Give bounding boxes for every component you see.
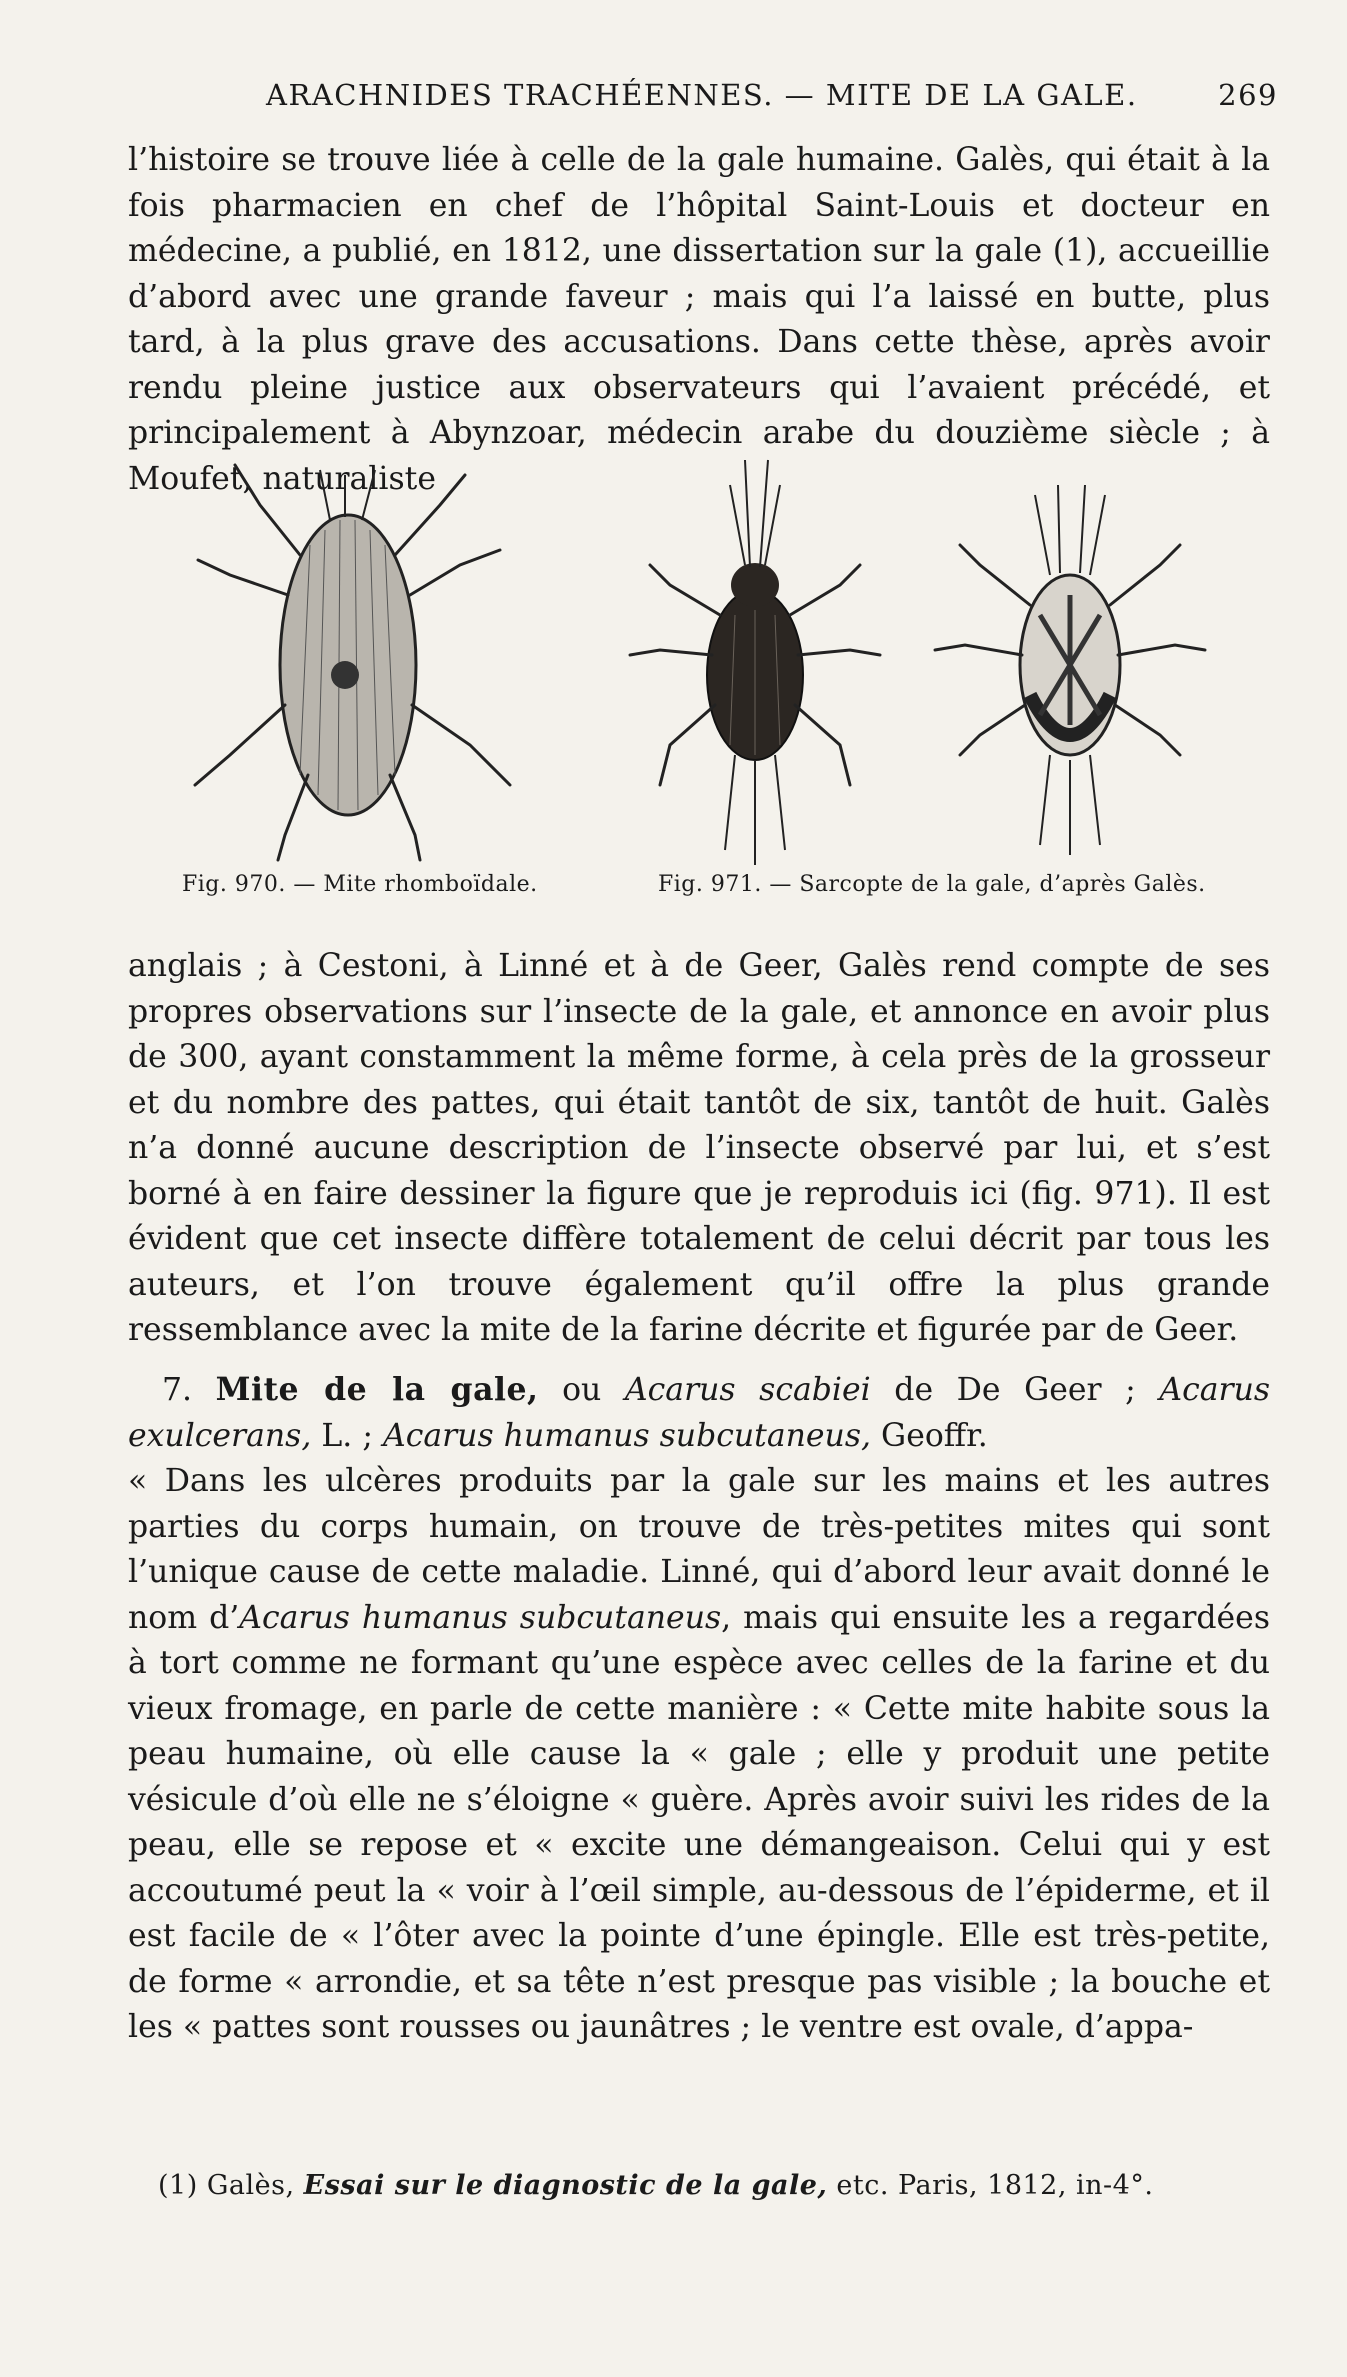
species-name-exulcerans: Acarus exulcerans,: [128, 1372, 1271, 1454]
paragraph-4-text: [128, 1459, 1270, 2051]
paragraph-4: [128, 1459, 1270, 2051]
footnote-marker: (1) Galès,: [158, 2170, 295, 2201]
section-word-geoffr: Geoffr.: [881, 1417, 988, 1454]
footnote-rest: etc. Paris, 1812, in-4°.: [836, 2170, 1154, 2201]
sarcopte-dorsal-figure: [630, 460, 880, 865]
section-7-line: [128, 1367, 1270, 1459]
running-header: [128, 78, 1278, 112]
footnote-title: Essai sur le diagnostic de la gale,: [303, 2170, 828, 2201]
figure-970-caption: Fig. 970. — Mite rhomboïdale.: [182, 872, 538, 897]
footnote: [158, 2170, 1258, 2201]
page-number: 269: [1218, 78, 1278, 112]
mite-rhomboidale-figure: [195, 465, 510, 860]
species-name-scabiei: Acarus scabiei: [624, 1372, 871, 1408]
section-title: Mite de la gale,: [215, 1371, 539, 1408]
figure-971-caption: Fig. 971. — Sarcopte de la gale, d’après Galès.: [658, 872, 1206, 897]
paragraph-4-part-a: « Dans les ulcères produits par la gale sur les mains et les autres parties du corps humain, on trouve de très-petites mites qui sont l’unique cause de cette maladie. Linné, qui d’abord leur avait donné le nom d’: [128, 1463, 1270, 1636]
paragraph-1-text: l’histoire se trouve liée à celle de la gale humaine. Galès, qui était à la fois pharmacien en chef de l’hôpital Saint-Louis et docteur en médecine, a publié, en 1812, une dissertation sur la gale (1), accueillie d’abord avec une grande faveur ; mais qui l’a laissé en butte, plus tard, à la plus grave des accusations. Dans cette thèse, après avoir rendu pleine justice aux observateurs qui l’avaient précédé, et principalement à Abynzoar, médecin arabe du douzième siècle ; à Moufet, naturaliste: [128, 142, 1270, 497]
paragraph-2: [128, 944, 1270, 1354]
section-word-l: L. ;: [321, 1417, 373, 1454]
paragraph-4-italic: Acarus humanus subcutaneus: [239, 1599, 722, 1636]
section-word-de: de De Geer ;: [894, 1372, 1136, 1408]
paragraph-1: [128, 138, 1270, 502]
species-name-humanus: Acarus humanus subcutaneus,: [382, 1417, 872, 1454]
section-7-heading: [128, 1367, 1270, 1459]
figures-illustration: [190, 455, 1270, 875]
paragraph-4-part-b: , mais qui ensuite les a regardées à tort comme ne formant qu’une espèce avec celles de la farine et du vieux fromage, en parle de cette manière : « Cette mite habite sous la peau humaine, où elle cause la « gale ; elle y produit une petite vésicule d’où elle ne s’éloigne « guère. Après avoir suivi les rides de la peau, elle se repose et « excite une démangeaison. Celui qui y est accoutumé peut la « voir à l’œil simple, au-dessous de l’épiderme, et il est facile de « l’ôter avec la pointe d’une épingle. Elle est très-petite, de forme « arrondie, et sa tête n’est presque pas visible ; la bouche et les « pattes sont rousses ou jaunâtres ; le ventre est ovale, d’appa-: [128, 1599, 1270, 2045]
section-word-ou: ou: [562, 1372, 602, 1408]
sarcopte-ventral-figure: [935, 485, 1205, 855]
paragraph-2-text: anglais ; à Cestoni, à Linné et à de Geer, Galès rend compte de ses propres observations sur l’insecte de la gale, et annonce en avoir plus de 300, ayant constamment la même forme, à cela près de la grosseur et du nombre des pattes, qui était tantôt de six, tantôt de huit. Galès n’a donné aucune description de l’insecte observé par lui, et s’est borné à en faire dessiner la figure que je reproduis ici (fig. 971). Il est évident que cet insecte diffère totalement de celui décrit par tous les auteurs, et l’on trouve également qu’il offre la plus grande ressemblance avec la mite de la farine décrite et figurée par de Geer.: [128, 948, 1270, 1348]
section-number: 7.: [162, 1372, 193, 1408]
running-title: ARACHNIDES TRACHÉENNES. — MITE DE LA GALE.: [266, 78, 1138, 112]
